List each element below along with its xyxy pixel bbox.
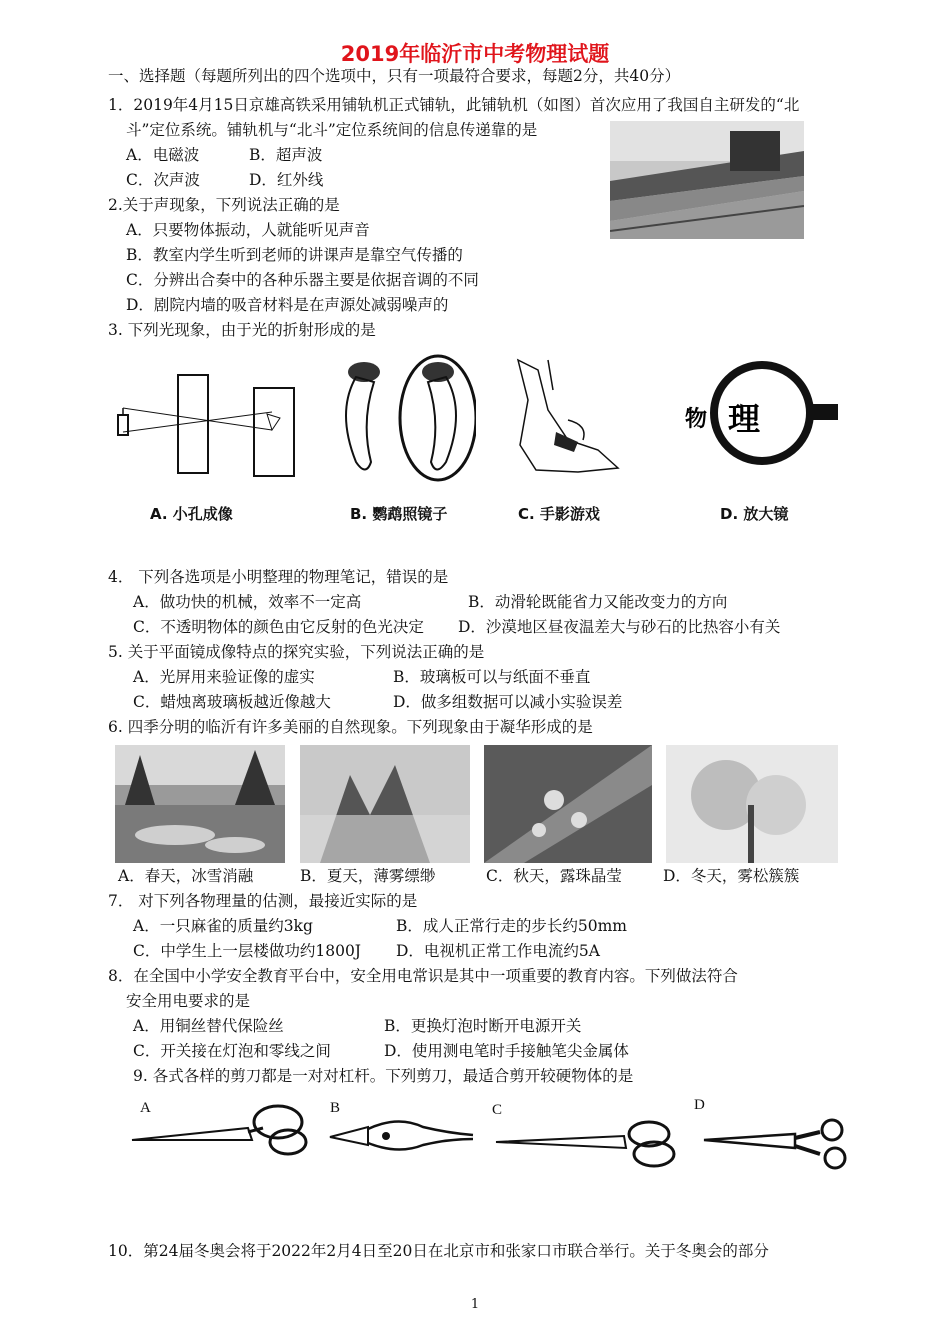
q2-stem: 2.关于声现象，下列说法正确的是 (108, 196, 340, 214)
summer-mist-photo (300, 745, 470, 863)
q2-option-d: D．剧院内墙的吸音材料是在声源处减弱噪声的 (126, 296, 449, 314)
scissors-d-icon (700, 1118, 860, 1174)
q1-option-b: B．超声波 (249, 146, 323, 164)
q9-label-b: B (330, 1100, 341, 1116)
q9-label-c: C (492, 1102, 503, 1118)
q5-option-c: C．蜡烛离玻璃板越近像越大 (133, 693, 331, 711)
magnifier-text-li: 理 (728, 400, 761, 438)
q6-stem: 6. 四季分明的临沂有许多美丽的自然现象。下列现象由于凝华形成的是 (108, 718, 593, 736)
q9-label-d: D (694, 1097, 705, 1113)
q7-option-d: D．电视机正常工作电流约5A (396, 942, 600, 960)
page-number: 1 (470, 1297, 480, 1312)
section-heading: 一、选择题（每题所列出的四个选项中，只有一项最符合要求，每题2分，共40分） (108, 67, 681, 85)
q3-option-d: D. 放大镜 (720, 505, 789, 523)
q3-option-c: C. 手影游戏 (518, 505, 600, 523)
q1-option-d: D．红外线 (249, 171, 324, 189)
q1-stem-line2: 斗”定位系统。铺轨机与“北斗”定位系统间的信息传递靠的是 (126, 121, 538, 139)
magnifier-diagram (680, 358, 840, 477)
exam-title: 2019年临沂市中考物理试题 (340, 42, 610, 66)
q4-option-c: C．不透明物体的颜色由它反射的色光决定 (133, 618, 424, 636)
q8-option-c: C．开关接在灯泡和零线之间 (133, 1042, 331, 1060)
q5-option-d: D．做多组数据可以减小实验误差 (393, 693, 623, 711)
q7-option-c: C．中学生上一层楼做功约1800J (133, 942, 362, 960)
spring-snowmelt-photo (115, 745, 285, 863)
q6-option-b: B．夏天，薄雾缥缈 (300, 867, 436, 885)
winter-rime-photo (666, 745, 838, 863)
q1-stem-line1: 1．2019年4月15日京雄高铁采用铺轨机正式铺轨，此铺轨机（如图）首次应用了我国自主研发的“北 (108, 96, 800, 114)
q4-option-b: B．动滑轮既能省力又能改变力的方向 (468, 593, 728, 611)
q8-option-a: A．用铜丝替代保险丝 (133, 1017, 284, 1035)
q1-option-a: A．电磁波 (126, 146, 200, 164)
scissors-a-icon (128, 1098, 313, 1162)
q6-option-a: A．春天，冰雪消融 (118, 867, 254, 885)
hand-shadow-diagram (508, 350, 638, 484)
q6-option-d: D．冬天，雾松簇簇 (663, 867, 800, 885)
q2-option-a: A．只要物体振动，人就能听见声音 (126, 221, 370, 239)
autumn-dew-photo (484, 745, 652, 863)
scissors-c-icon (494, 1118, 684, 1172)
pinhole-diagram (112, 370, 307, 484)
q10-stem-line1: 10．第24届冬奥会将于2022年2月4日至20日在北京市和张家口市联合举行。关于冬奥会的部分 (108, 1242, 769, 1260)
q2-option-c: C．分辨出合奏中的各种乐器主要是依据音调的不同 (126, 271, 479, 289)
q7-option-b: B．成人正常行走的步长约50mm (396, 917, 628, 935)
q4-stem: 4． 下列各选项是小明整理的物理笔记，错误的是 (108, 568, 449, 586)
scissors-b-icon (328, 1115, 478, 1159)
q5-stem: 5. 关于平面镜成像特点的探究实验，下列说法正确的是 (108, 643, 485, 661)
q5-option-b: B．玻璃板可以与纸面不垂直 (393, 668, 591, 686)
q4-option-a: A．做功快的机械，效率不一定高 (133, 593, 362, 611)
q7-option-a: A．一只麻雀的质量约3kg (133, 917, 313, 935)
track-laying-machine-photo (610, 121, 804, 239)
q8-option-d: D．使用测电笔时手接触笔尖金属体 (384, 1042, 629, 1060)
q6-option-c: C．秋天，露珠晶莹 (486, 867, 622, 885)
q3-stem: 3. 下列光现象，由于光的折射形成的是 (108, 321, 376, 339)
q8-option-b: B．更换灯泡时断开电源开关 (384, 1017, 582, 1035)
q2-option-b: B．教室内学生听到老师的讲课声是靠空气传播的 (126, 246, 463, 264)
q8-stem-line1: 8．在全国中小学安全教育平台中，安全用电常识是其中一项重要的教育内容。下列做法符合 (108, 967, 738, 985)
q8-stem-line2: 安全用电要求的是 (126, 992, 251, 1010)
q3-option-b: B. 鹦鹉照镜子 (350, 505, 448, 523)
q3-option-a: A. 小孔成像 (150, 505, 233, 523)
q9-stem: 9. 各式各样的剪刀都是一对对杠杆。下列剪刀，最适合剪开较硬物体的是 (133, 1067, 634, 1085)
q7-stem: 7． 对下列各物理量的估测，最接近实际的是 (108, 892, 418, 910)
q1-option-c: C．次声波 (126, 171, 200, 189)
q4-option-d: D．沙漠地区昼夜温差大与砂石的比热容小有关 (458, 618, 781, 636)
q5-option-a: A．光屏用来验证像的虚实 (133, 668, 315, 686)
magnifier-text-wu: 物 (685, 407, 708, 432)
parrot-mirror-diagram (326, 352, 476, 488)
q9-label-a: A (140, 1100, 151, 1116)
